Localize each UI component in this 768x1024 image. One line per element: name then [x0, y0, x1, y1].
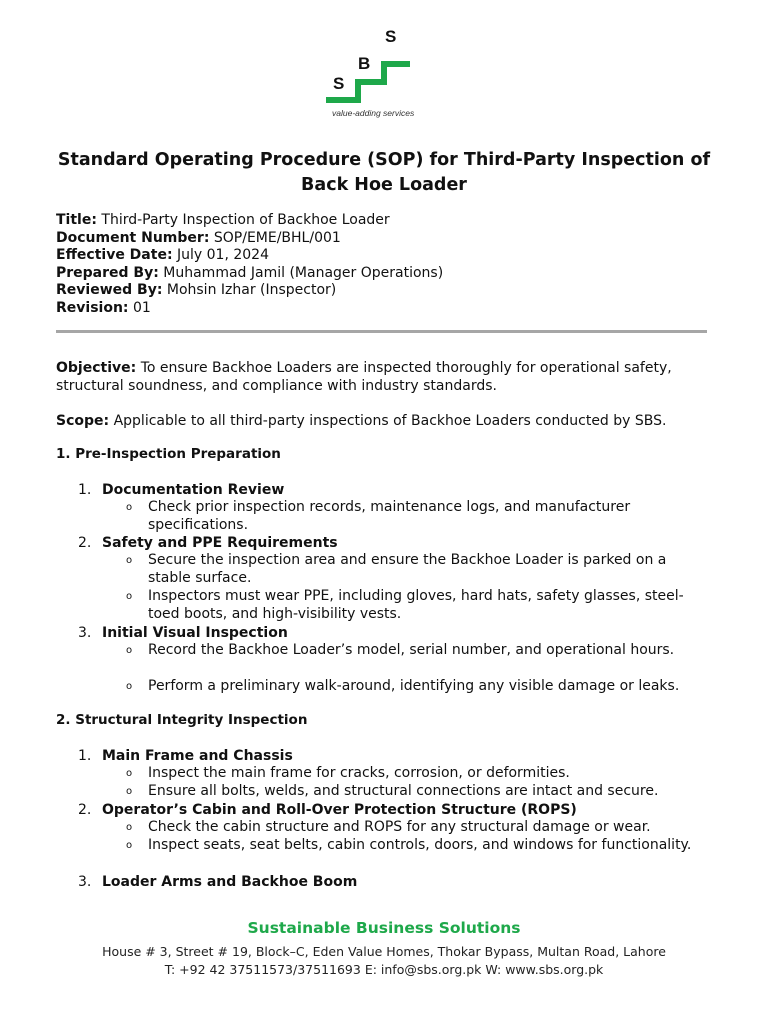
objective-paragraph: Objective: To ensure Backhoe Loaders are inspected thoroughly for operational safety, structural soundness, and compliance with industry standards. [56, 360, 672, 394]
numbered-item: 2. Safety and PPE Requirements [78, 535, 338, 551]
bullet-item: o Record the Backhoe Loader’s model, serial number, and operational hours. [126, 642, 675, 658]
meta-title: Title: Third-Party Inspection of Backhoe Loader [56, 212, 390, 228]
svg-text:B: B [358, 54, 371, 73]
numbered-item: 2. Operator’s Cabin and Roll-Over Protection Structure (ROPS) [78, 802, 577, 818]
numbered-item: 3. Initial Visual Inspection [78, 625, 288, 641]
section-heading: 1. Pre-Inspection Preparation [56, 446, 281, 462]
bullet-item: o Perform a preliminary walk-around, identifying any visible damage or leaks. [126, 678, 680, 694]
bullet-item: o Secure the inspection area and ensure the Backhoe Loader is parked on a stable surface. [126, 552, 667, 586]
bullet-item: o Ensure all bolts, welds, and structural connections are intact and secure. [126, 783, 659, 799]
footer-address: House # 3, Street # 19, Block–C, Eden Value Homes, Thokar Bypass, Multan Road, Lahore [102, 944, 666, 959]
document-title: Standard Operating Procedure (SOP) for Third-Party Inspection of Back Hoe Loader [57, 150, 711, 195]
company-logo [322, 26, 422, 118]
svg-text:value-adding services: value-adding services [332, 108, 415, 118]
svg-text:S: S [385, 27, 397, 46]
meta-revision: Revision: 01 [56, 299, 151, 316]
section-heading: 2. Structural Integrity Inspection [56, 712, 308, 728]
divider [56, 330, 707, 333]
meta-document-number: Document Number: SOP/EME/BHL/001 [56, 229, 341, 246]
bullet-item: o Check the cabin structure and ROPS for any structural damage or wear. [126, 819, 651, 835]
numbered-item: 1. Documentation Review [78, 482, 285, 498]
footer-company-name: Sustainable Business Solutions [247, 919, 521, 937]
meta-prepared-by: Prepared By: Muhammad Jamil (Manager Operations) [56, 264, 444, 281]
document-metadata [56, 212, 443, 318]
numbered-item: 3. Loader Arms and Backhoe Boom [78, 874, 358, 890]
numbered-item: 1. Main Frame and Chassis [78, 748, 293, 764]
bullet-item: o Inspectors must wear PPE, including gloves, hard hats, safety glasses, steel-toed boots, and high-visibility vests. [126, 588, 684, 622]
svg-text:S: S [333, 74, 345, 93]
footer-contact: T: +92 42 37511573/37511693 E: info@sbs.org.pk W: www.sbs.org.pk [164, 962, 604, 977]
bullet-item: o Inspect seats, seat belts, cabin controls, doors, and windows for functionality. [126, 837, 692, 853]
meta-reviewed-by: Reviewed By: Mohsin Izhar (Inspector) [56, 282, 337, 299]
scope-paragraph: Scope: Applicable to all third-party inspections of Backhoe Loaders conducted by SBS. [56, 413, 667, 429]
bullet-item: o Check prior inspection records, maintenance logs, and manufacturer specifications. [126, 499, 631, 533]
bullet-item: o Inspect the main frame for cracks, corrosion, or deformities. [126, 765, 570, 781]
meta-effective-date: Effective Date: July 01, 2024 [56, 247, 269, 264]
